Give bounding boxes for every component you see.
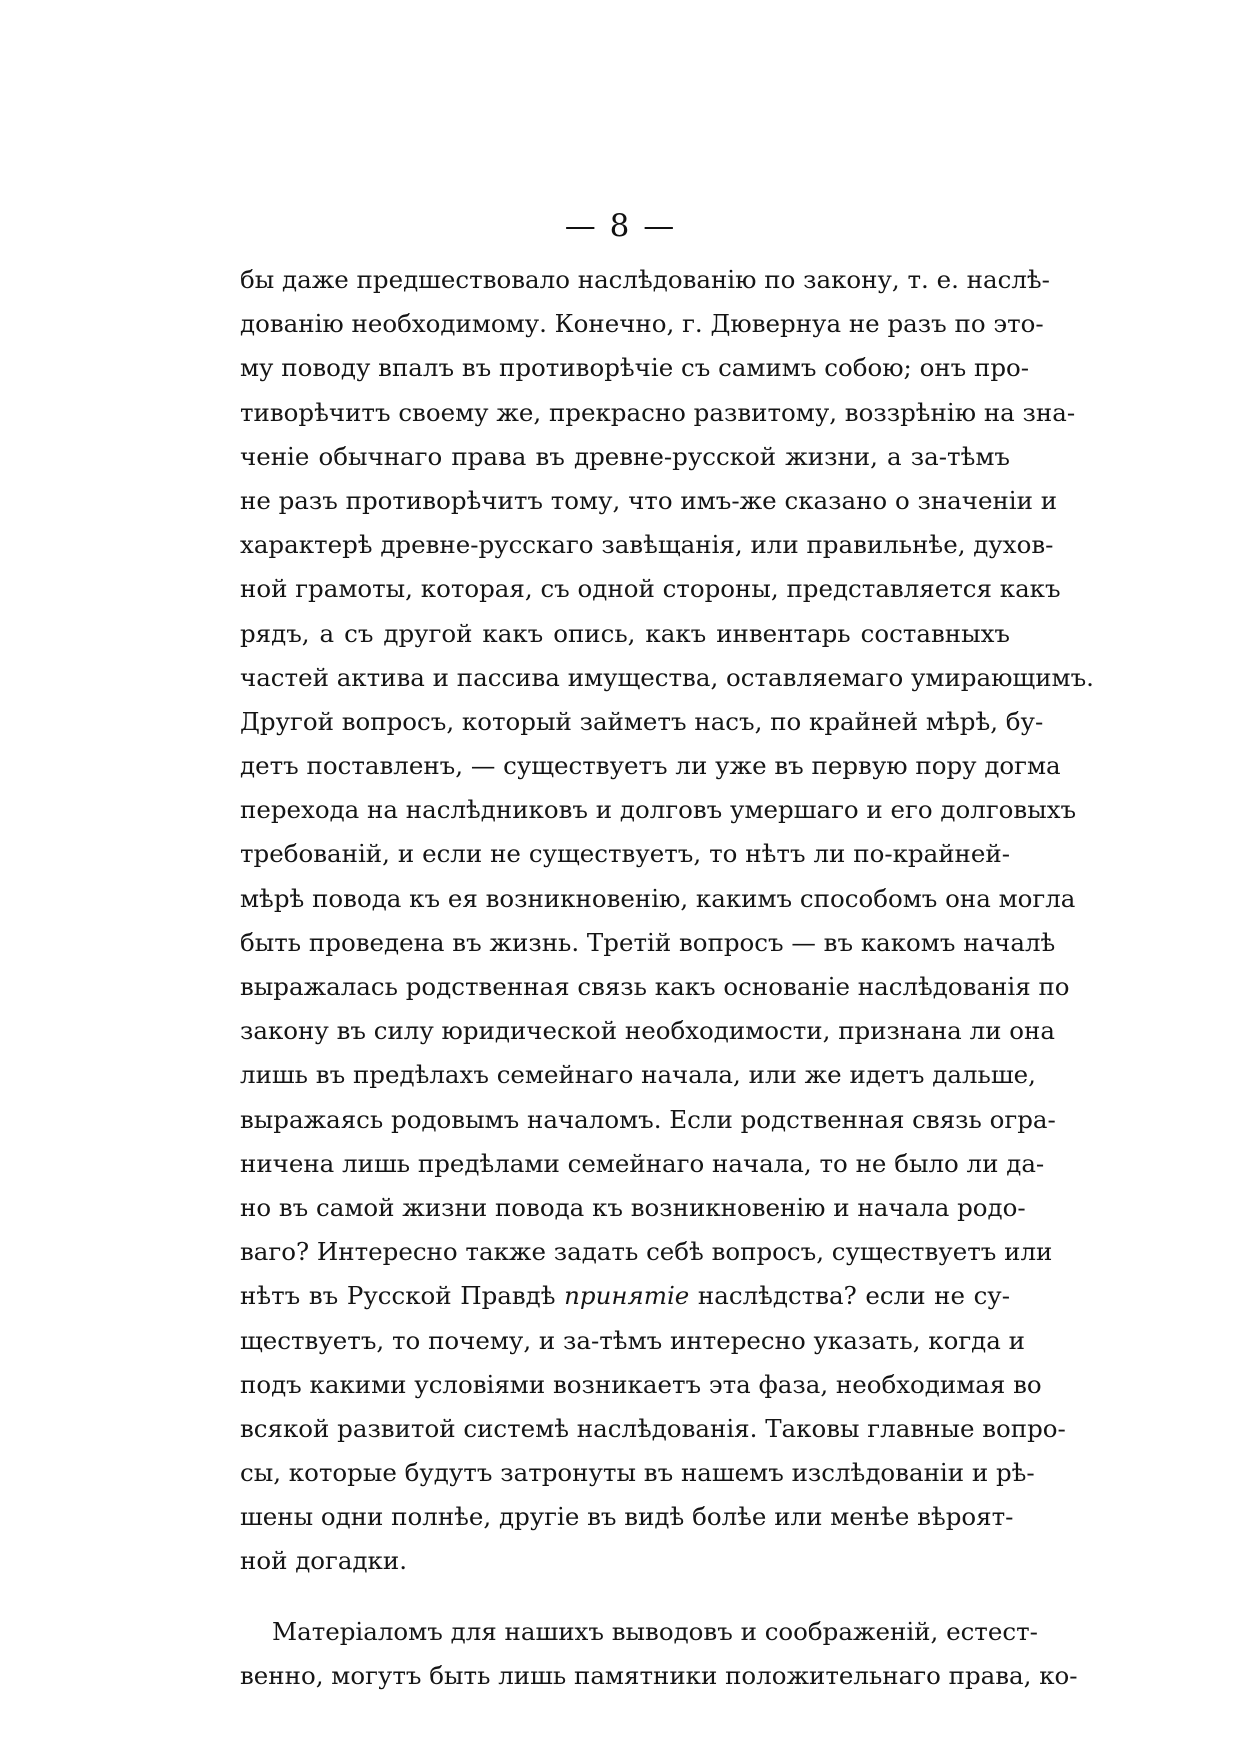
text-line: перехода на наслѣдниковъ и долговъ умершаго и его долговыхъ [240, 795, 1077, 825]
text-line: ваго? Интересно также задать себѣ вопросъ, существуетъ или [240, 1237, 1053, 1267]
text-line: ченіе обычнаго права въ древне-русской жизни, а за-тѣмъ [240, 441, 1010, 471]
text-line: быть проведена въ жизнь. Третій вопросъ — въ какомъ началѣ [240, 927, 1056, 957]
text-line: детъ поставленъ, — существуетъ ли уже въ первую пору догма [240, 751, 1061, 781]
text-line: требованій, и если не существуетъ, то нѣтъ ли по-крайней- [240, 839, 1010, 869]
body-text [240, 258, 1094, 1698]
text-line: ной грамоты, которая, съ одной стороны, представляется какъ [240, 574, 1061, 604]
text-line: характерѣ древне-русскаго завѣщанія, или правильнѣе, духов- [240, 530, 1054, 560]
text-line: выражалась родственная связь какъ основаніе наслѣдованія по [240, 972, 1070, 1001]
line-segment: наслѣдства? если не су- [689, 1281, 1010, 1311]
paragraph-2 [240, 1610, 1078, 1698]
text-line: тиворѣчитъ своему же, прекрасно развитому, воззрѣнію на зна- [240, 397, 1076, 427]
text-line: выражаясь родовымъ началомъ. Если родственная связь огра- [240, 1104, 1056, 1134]
text-line: лишь въ предѣлахъ семейнаго начала, или же идетъ дальше, [240, 1060, 1036, 1090]
page-number: — 8 — [564, 208, 677, 244]
text-line: му поводу впалъ въ противорѣчіе съ самимъ собою; онъ про- [240, 353, 1030, 383]
text-line: Матеріаломъ для нашихъ выводовъ и соображеній, естест- [272, 1616, 1038, 1646]
text-line: ной догадки. [240, 1546, 407, 1576]
line-segment: нѣтъ въ Русской Правдѣ [240, 1281, 565, 1311]
paragraph-gap [240, 1584, 1010, 1610]
text-line: шены одни полнѣе, другіе въ видѣ болѣе или менѣе вѣроят- [240, 1502, 1014, 1532]
text-line: ничена лишь предѣлами семейнаго начала, то не было ли да- [240, 1148, 1045, 1178]
text-line: частей актива и пассива имущества, оставляемаго умирающимъ. [240, 662, 1094, 692]
text-line: венно, могутъ быть лишь памятники положительнаго права, ко- [240, 1660, 1078, 1690]
text-line: но въ самой жизни повода къ возникновенію и начала родо- [240, 1192, 1026, 1222]
text-line: закону въ силу юридической необходимости, признана ли она [240, 1016, 1055, 1046]
text-line-with-emphasis [240, 1274, 1010, 1318]
text-line: ществуетъ, то почему, и за-тѣмъ интересно указать, когда и [240, 1325, 1025, 1355]
text-line: рядъ, а съ другой какъ опись, какъ инвентарь составныхъ [240, 618, 1010, 648]
text-line: Другой вопросъ, который займетъ насъ, по крайней мѣрѣ, бу- [240, 706, 1044, 736]
text-line: бы даже предшествовало наслѣдованію по закону, т. е. наслѣ- [240, 265, 1050, 294]
paragraph-1 [240, 258, 1094, 1584]
text-line: сы, которые будутъ затронуты въ нашемъ изслѣдованіи и рѣ- [240, 1458, 1035, 1488]
text-line: подъ какими условіями возникаетъ эта фаза, необходимая во [240, 1369, 1042, 1399]
text-line: не разъ противорѣчитъ тому, что имъ-же сказано о значеніи и [240, 485, 1058, 515]
text-line: дованію необходимому. Конечно, г. Дювернуа не разъ по это- [240, 309, 1044, 339]
emphasized-term: принятіе [564, 1281, 690, 1311]
text-line: всякой развитой системѣ наслѣдованія. Таковы главные вопро- [240, 1413, 1066, 1443]
text-line: мѣрѣ повода къ ея возникновенію, какимъ способомъ она могла [240, 883, 1076, 913]
